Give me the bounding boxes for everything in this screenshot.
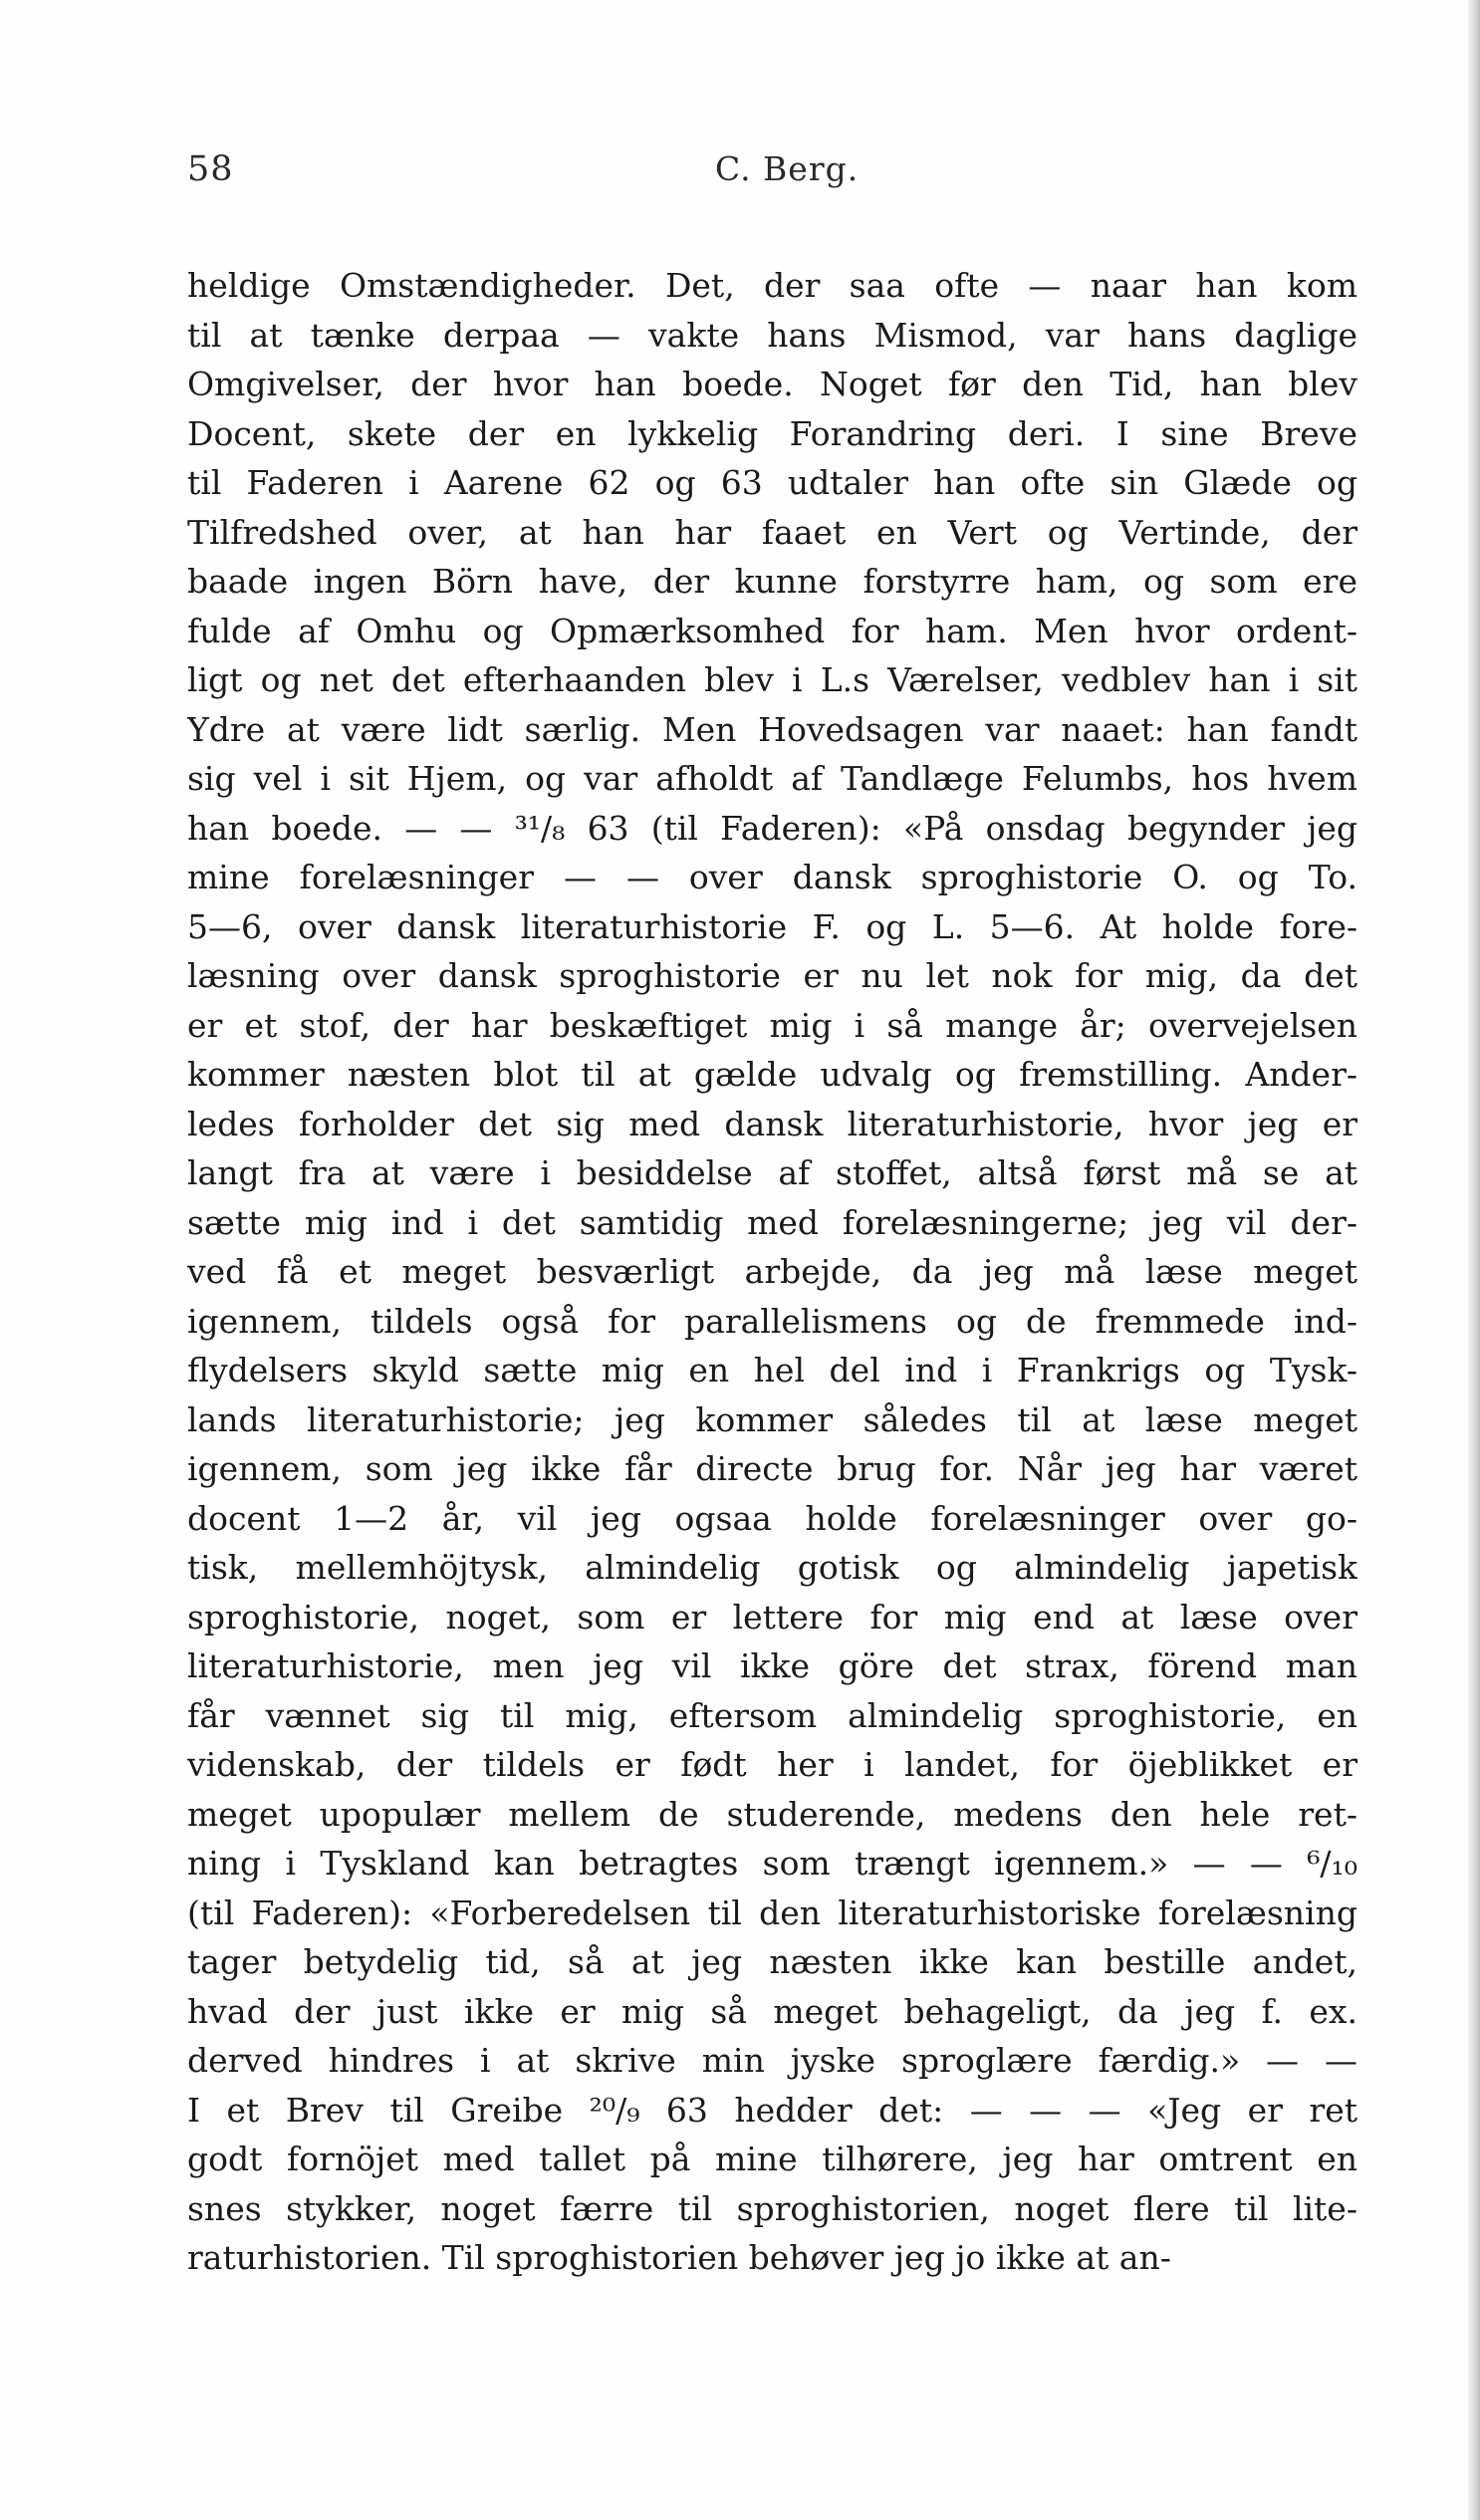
text-line: meget upopulær mellem de studerende, medens den hele ret- [187,1794,1357,1834]
text-line: videnskab, der tildels er født her i landet, for öjeblikket er [187,1745,1357,1784]
text-line: tager betydelig tid, så at jeg næsten ikke kan bestille andet, [187,1942,1357,1981]
text-line: tisk, mellemhöjtysk, almindelig gotisk og almindelig japetisk [187,1548,1357,1587]
text-line: igennem, tildels også for parallelismens og de fremmede ind- [187,1301,1357,1341]
running-head: C. Berg. [715,149,860,188]
text-line: ning i Tyskland kan betragtes som trængt igennem.» — — ⁶/₁₀ [187,1844,1357,1883]
text-line: raturhistorien. Til sproghistorien behøver jeg jo ikke at an- [187,2238,1171,2277]
text-line: I et Brev til Greibe ²⁰/₉ 63 hedder det: — — — «Jeg er ret [187,2090,1357,2130]
text-line: igennem, som jeg ikke får directe brug for. Når jeg har været [187,1449,1357,1488]
body-text [187,261,1357,2283]
text-line: Tilfredshed over, at han har faaet en Vert og Vertinde, der [187,512,1357,552]
text-line: han boede. — — ³¹/₈ 63 (til Faderen): «På onsdag begynder jeg [187,808,1357,848]
text-line: sig vel i sit Hjem, og var afholdt af Tandlæge Felumbs, hos hvem [187,759,1357,798]
text-line: kommer næsten blot til at gælde udvalg og fremstilling. Ander- [187,1055,1357,1094]
text-line: Docent, skete der en lykkelig Forandring deri. I sine Breve [187,413,1357,453]
text-line: Ydre at være lidt særlig. Men Hovedsagen var naaet: han fandt [187,709,1357,749]
text-line: flydelsers skyld sætte mig en hel del ind i Frankrigs og Tysk- [187,1351,1357,1389]
text-line: Omgivelser, der hvor han boede. Noget før den Tid, han blev [187,365,1357,403]
text-line: hvad der just ikke er mig så meget behageligt, da jeg f. ex. [187,1991,1357,2031]
text-line: fulde af Omhu og Opmærksomhed for ham. Men hvor ordent- [187,611,1357,650]
text-line: 5—6, over dansk literaturhistorie F. og L. 5—6. At holde fore- [187,906,1357,946]
text-line: sætte mig ind i det samtidig med forelæsningerne; jeg vil der- [187,1202,1357,1242]
text-line: langt fra at være i besiddelse af stoffet, altså først må se at [187,1153,1357,1192]
text-line: er et stof, der har beskæftiget mig i så mange år; overvejelsen [187,1005,1357,1045]
text-line: baade ingen Börn have, der kunne forstyrre ham, og som ere [187,562,1357,601]
text-line: (til Faderen): «Forberedelsen til den literaturhistoriske forelæsning [187,1892,1357,1932]
page-header [187,149,1357,209]
text-line: godt fornöjet med tallet på mine tilhørere, jeg har omtrent en [187,2140,1357,2178]
text-line: derved hindres i at skrive min jyske sproglære færdig.» — — [187,2041,1357,2080]
text-line: ledes forholder det sig med dansk literaturhistorie, hvor jeg er [187,1104,1357,1143]
text-line: lands literaturhistorie; jeg kommer således til at læse meget [187,1399,1357,1439]
text-line: heldige Omstændigheder. Det, der saa ofte — naar han kom [187,266,1357,305]
text-line: ved få et meget besværligt arbejde, da jeg må læse meget [187,1252,1357,1291]
text-line: til at tænke derpaa — vakte hans Mismod, var hans daglige [187,315,1357,355]
text-line: literaturhistorie, men jeg vil ikke göre det strax, förend man [187,1646,1357,1685]
page-number: 58 [187,149,234,189]
text-line: snes stykker, noget færre til sproghistorien, noget flere til lite- [187,2188,1357,2228]
page-edge-shadow [1468,0,1480,2520]
text-line: til Faderen i Aarene 62 og 63 udtaler han ofte sin Glæde og [187,463,1357,502]
text-line: ligt og net det efterhaanden blev i L.s Værelser, vedblev han i sit [187,660,1357,699]
text-line: læsning over dansk sproghistorie er nu let nok for mig, da det [187,956,1357,995]
text-line: mine forelæsninger — — over dansk sproghistorie O. og To. [187,858,1357,896]
text-line: docent 1—2 år, vil jeg ogsaa holde forelæsninger over go- [187,1498,1357,1538]
text-line: sproghistorie, noget, som er lettere for mig end at læse over [187,1597,1357,1637]
text-line: får vænnet sig til mig, eftersom almindelig sproghistorie, en [187,1695,1357,1735]
